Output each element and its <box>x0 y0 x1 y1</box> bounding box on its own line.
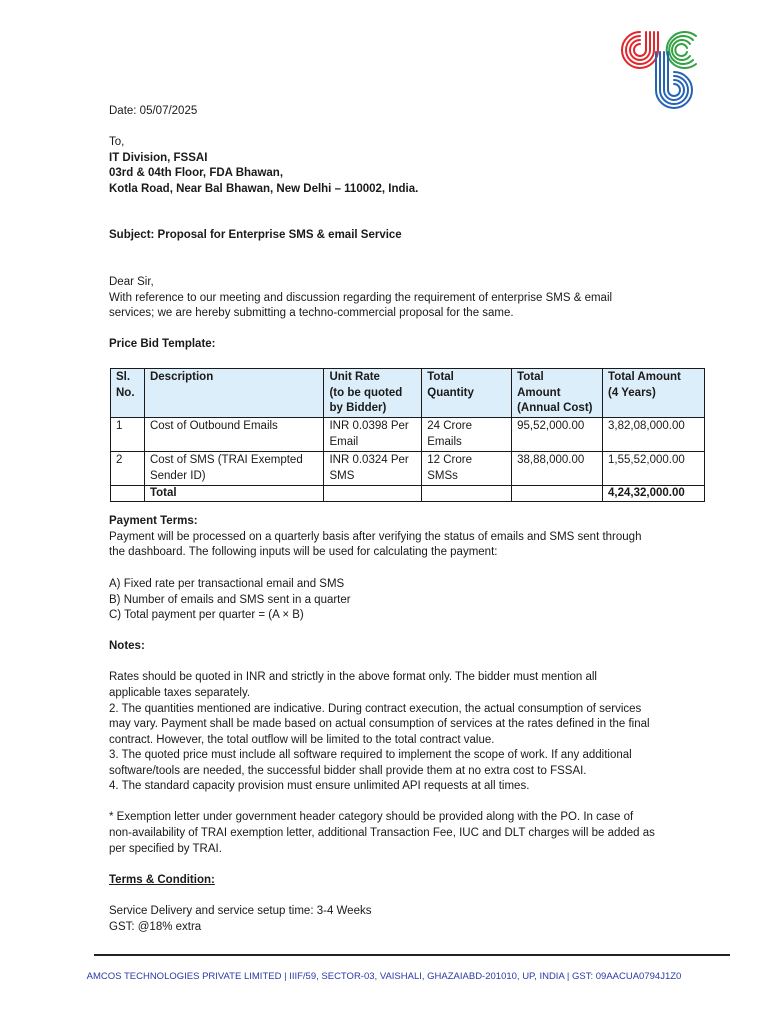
payment-input-b: B) Number of emails and SMS sent in a quarter <box>109 594 351 606</box>
terms-heading: Terms & Condition: <box>109 874 215 886</box>
header-total-quantity: Total Quantity <box>422 369 512 418</box>
terms-line-1: Service Delivery and service setup time: 3-4 Weeks <box>109 905 372 917</box>
company-logo <box>618 22 708 112</box>
letter-date: Date: 05/07/2025 <box>109 105 198 117</box>
cell-sl: 1 <box>111 418 145 452</box>
header-unit-rate: Unit Rate (to be quoted by Bidder) <box>324 369 422 418</box>
cell-quantity: 12 Crore SMSs <box>422 452 512 486</box>
table-row <box>111 452 705 486</box>
exemption-line: per specified by TRAI. <box>109 843 222 855</box>
letter-subject: Subject: Proposal for Enterprise SMS & email Service <box>109 229 402 241</box>
note-line: software/tools are needed, the successful bidder shall provide them at no extra cost to FSSAI. <box>109 765 587 777</box>
total-label: Total <box>144 486 324 502</box>
recipient-line-1: IT Division, FSSAI <box>109 152 208 164</box>
recipient-line-3: Kotla Road, Near Bal Bhawan, New Delhi – 110002, India. <box>109 183 419 195</box>
cell-annual: 38,88,000.00 <box>512 452 603 486</box>
total-value: 4,24,32,000.00 <box>603 486 705 502</box>
table-row <box>111 418 705 452</box>
header-annual-amount: Total Amount (Annual Cost) <box>512 369 603 418</box>
note-line: may vary. Payment shall be made based on actual consumption of services at the rates defined in the final <box>109 718 650 730</box>
note-line: contract. However, the total outflow will be limited to the total contract value. <box>109 734 495 746</box>
note-line: 3. The quoted price must include all software required to implement the scope of work. If any additional <box>109 749 632 761</box>
note-line: 2. The quantities mentioned are indicative. During contract execution, the actual consumption of services <box>109 703 642 715</box>
notes-heading: Notes: <box>109 640 145 652</box>
footer-divider <box>94 954 730 956</box>
payment-terms-line-1: Payment will be processed on a quarterly basis after verifying the status of emails and SMS sent through <box>109 531 642 543</box>
cell-annual: 95,52,000.00 <box>512 418 603 452</box>
price-bid-table <box>110 368 705 502</box>
recipient-line-2: 03rd & 04th Floor, FDA Bhawan, <box>109 167 284 179</box>
note-line: Rates should be quoted in INR and strictly in the above format only. The bidder must mention all <box>109 671 597 683</box>
header-description: Description <box>144 369 324 418</box>
note-line: applicable taxes separately. <box>109 687 251 699</box>
header-four-year-amount: Total Amount (4 Years) <box>603 369 705 418</box>
recipient-salutation: To, <box>109 136 125 148</box>
cell-quantity: 24 Crore Emails <box>422 418 512 452</box>
company-footer: AMCOS TECHNOLOGIES PRIVATE LIMITED | IIIF/59, SECTOR-03, VAISHALI, GHAZAIABD-201010, UP, INDIA | GST: 09AACUA0794J1Z0 <box>86 971 682 982</box>
table-header-row <box>111 369 705 418</box>
cell-unit-rate: INR 0.0324 Per SMS <box>324 452 422 486</box>
cell-description: Cost of SMS (TRAI Exempted Sender ID) <box>144 452 324 486</box>
exemption-line: non-availability of TRAI exemption letter, additional Transaction Fee, IUC and DLT charges will be added as <box>109 827 655 839</box>
terms-line-2: GST: @18% extra <box>109 921 202 933</box>
payment-input-c: C) Total payment per quarter = (A × B) <box>109 609 304 621</box>
note-line: 4. The standard capacity provision must ensure unlimited API requests at all times. <box>109 780 530 792</box>
greeting: Dear Sir, <box>109 276 154 288</box>
exemption-line: * Exemption letter under government header category should be provided along with the PO. In case of <box>109 811 634 823</box>
payment-input-a: A) Fixed rate per transactional email and SMS <box>109 578 345 590</box>
cell-description: Cost of Outbound Emails <box>144 418 324 452</box>
payment-terms-heading: Payment Terms: <box>109 515 198 527</box>
intro-line-1: With reference to our meeting and discussion regarding the requirement of enterprise SMS & email <box>109 292 613 304</box>
payment-terms-line-2: the dashboard. The following inputs will be used for calculating the payment: <box>109 546 498 558</box>
header-sl-no: Sl. No. <box>111 369 145 418</box>
cell-sl: 2 <box>111 452 145 486</box>
intro-line-2: services; we are hereby submitting a techno-commercial proposal for the same. <box>109 307 514 319</box>
price-bid-heading: Price Bid Template: <box>109 338 216 350</box>
table-total-row <box>111 486 705 502</box>
cell-four-years: 3,82,08,000.00 <box>603 418 705 452</box>
cell-four-years: 1,55,52,000.00 <box>603 452 705 486</box>
cell-unit-rate: INR 0.0398 Per Email <box>324 418 422 452</box>
